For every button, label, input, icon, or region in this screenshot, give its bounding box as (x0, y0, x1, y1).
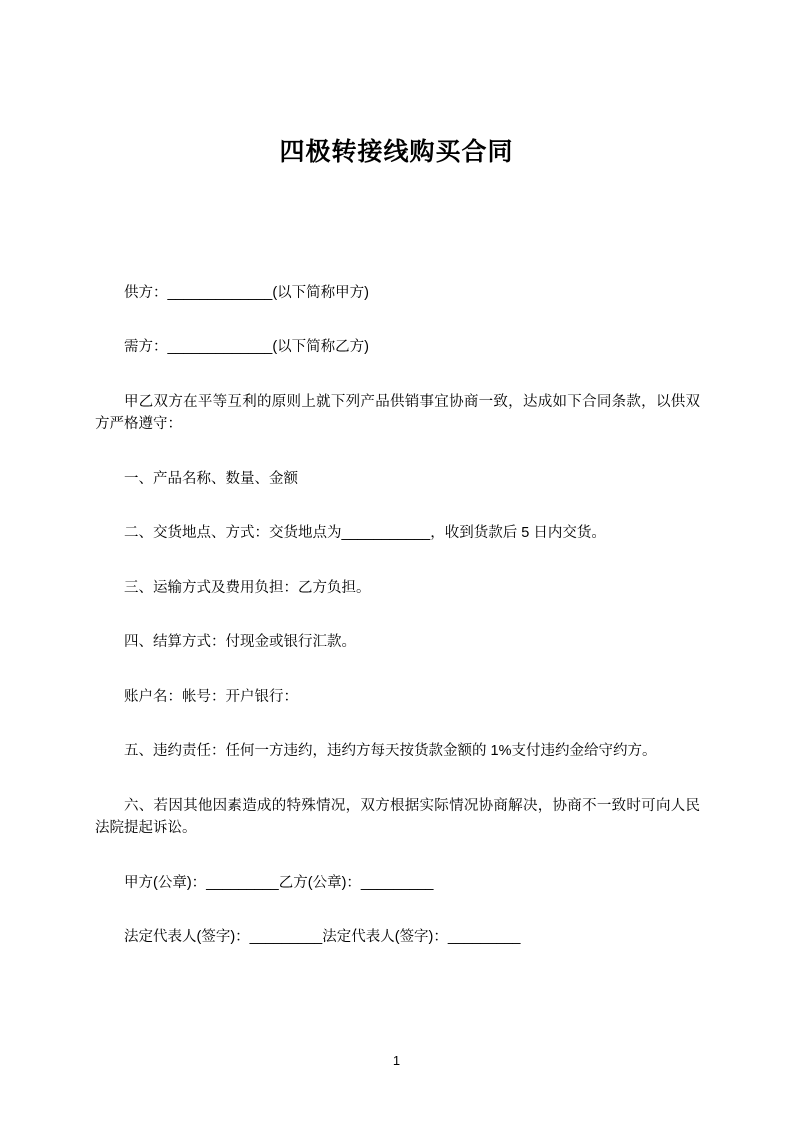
paragraph-buyer: 需方：_____________(以下简称乙方) (124, 339, 369, 356)
clause-one-product: 一、产品名称、数量、金额 (124, 470, 298, 487)
clause-four-settlement: 四、结算方式：付现金或银行汇款。 (124, 634, 356, 651)
page-number: 1 (392, 1053, 401, 1068)
page-title: 四极转接线购买合同 (279, 138, 514, 166)
paragraph-preamble: 甲乙双方在平等互利的原则上就下列产品供销事宜协商一致，达成如下合同条款，以供双方严格遵守： (95, 393, 700, 433)
clause-six-disputes: 六、若因其他因素造成的特殊情况，双方根据实际情况协商解决，协商不一致时可向人民法院提起诉讼。 (95, 797, 700, 837)
signature-representatives: 法定代表人(签字)：_________法定代表人(签字)：_________ (124, 929, 521, 946)
clause-two-delivery: 二、交货地点、方式：交货地点为___________，收到货款后 5 日内交货。 (124, 525, 606, 542)
account-info: 账户名：帐号：开户银行： (124, 688, 298, 705)
document-body (95, 282, 700, 981)
clause-three-transport: 三、运输方式及费用负担：乙方负担。 (124, 579, 371, 596)
signature-seals: 甲方(公章)：_________乙方(公章)：_________ (124, 874, 434, 891)
clause-five-breach: 五、违约责任：任何一方违约，违约方每天按货款金额的 1%支付违约金给守约方。 (124, 743, 657, 760)
paragraph-supplier: 供方：_____________(以下简称甲方) (124, 285, 369, 301)
